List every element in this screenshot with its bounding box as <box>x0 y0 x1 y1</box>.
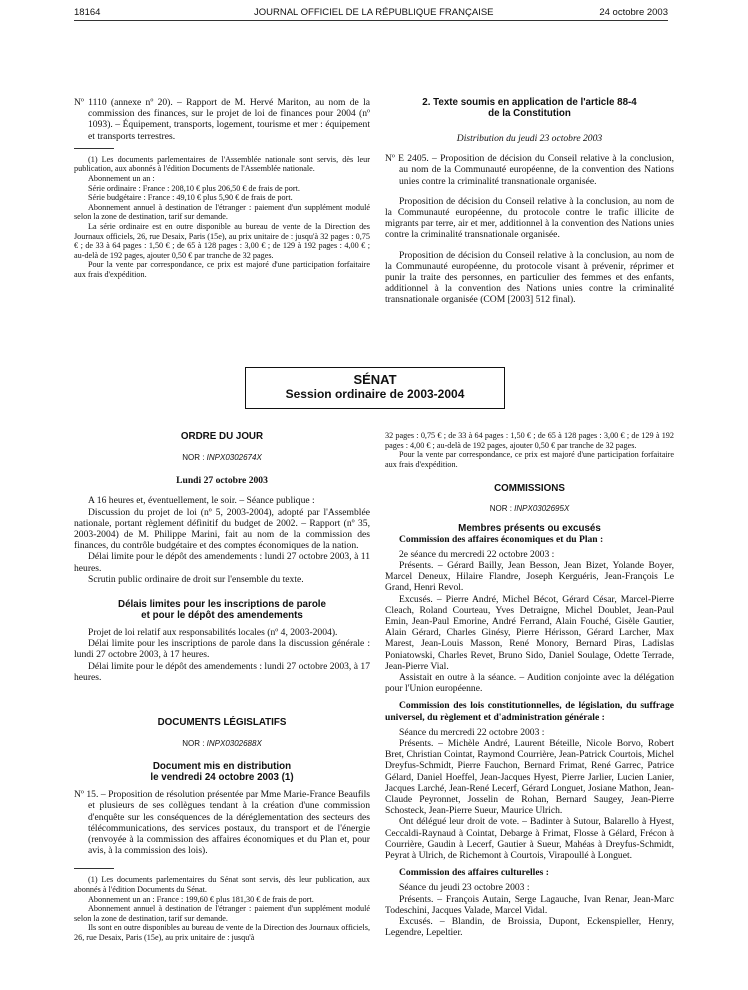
nor-label: NOR : <box>182 739 207 749</box>
article-88-4-heading: 2. Texte soumis en application de l'article 88-4 <box>422 97 637 108</box>
serie-budgetaire: Série budgétaire : France : 49,10 € plus 5,90 € de frais de port. <box>88 193 293 203</box>
header-date: 24 octobre 2003 <box>599 7 668 18</box>
nor-code: INPX0302695X <box>514 504 570 514</box>
vente-continued-text: 32 pages : 0,75 € ; de 33 à 64 pages : 1,50 € ; de 65 à 128 pages : 3,00 € ; de 129 à 192 pages : 4,00 € ; au-delà de 192 pages, ajouter 0,50 € par tranche de 32 pages. <box>385 431 674 450</box>
senat-etranger: Abonnement annuel à destination de l'étranger : paiement d'un supplément modulé selon la zone de destination, tarif sur demande. <box>74 904 370 923</box>
documents-item-15: Nº 15. – Proposition de résolution présentée par Mme Marie-France Beaufils et plusieurs de ses collègues tendant à la création d'une commission d'enquête sur les conséquences de la déréglementation des secteurs des télécommunications, des services postaux, du transport et de l'énergie (renvoyée à la commission des affaires économiques et du Plan et, pour avis, à la commission des lois). <box>74 789 370 857</box>
ordre-p1: A 16 heures et, éventuellement, le soir. – Séance publique : <box>88 495 315 507</box>
delais-p1: Projet de loi relatif aux responsabilités locales (nº 4, 2003-2004). <box>88 627 338 639</box>
nor-label: NOR : <box>489 504 515 514</box>
an-report-item: Nº 1110 (annexe nº 20). – Rapport de M. Hervé Mariton, au nom de la commission des finances, sur le projet de loi de finances pour 2004 (nº 1093). – Équipement, transports, logement, tourisme et mer : équipement et transports terrestres. <box>74 97 370 142</box>
commission-lois-presents: Présents. – Michèle André, Laurent Béteille, Nicole Borvo, Robert Bret, Christian Cointat, Raymond Courrière, Jean-Patrick Courtois, Michel Dreyfus-Schmidt, Pierre Fauchon, Bernard Frimat, René Garrec, Patrice Gélard, Daniel Hoeffel, Jean-Jacques Hyest, Pierre Jarlier, Lucien Lanier, Jacques Larché, Jean-René Lecerf, Gérard Longuet, Josiane Mathon, Jean-Claude Peyronnet, Josselin de Rohan, Bernard Saugey, Jean-Pierre Schosteck, Jean-Pierre Sueur, Maurice Ulrich. <box>385 738 674 817</box>
commission-eco-title: Commission des affaires économiques et du Plan : <box>399 533 604 545</box>
delais-p2: Délai limite pour les inscriptions de parole dans la discussion générale : lundi 27 octobre 2003, à 17 heures. <box>74 638 370 661</box>
page-header <box>0 0 748 20</box>
serie-ordinaire: Série ordinaire : France : 208,10 € plus 206,50 € de frais de port. <box>88 183 300 193</box>
commission-lois-seance: Séance du mercredi 22 octobre 2003 : <box>399 726 545 738</box>
membres-title: Membres présents ou excusés <box>458 522 601 534</box>
bottom-right-column <box>385 431 674 938</box>
ordre-p2: Discussion du projet de loi (nº 5, 2003-2004), adopté par l'Assemblée nationale, portant règlement définitif du budget de 2002. – Rapport (nº 35, 2003-2004) de M. Philippe Marini, fait au nom de la commission des finances, du contrôle budgétaire et des comptes économiques de la nation. <box>74 506 370 552</box>
footnote-1: (1) Les documents parlementaires de l'Assemblée nationale sont servis, dès leur publication, aux abonnés à l'édition Documents de l'Assemblée nationale. <box>74 154 370 174</box>
top-left-column <box>74 97 370 280</box>
ordre-p3: Délai limite pour le dépôt des amendements : lundi 27 octobre 2003, à 11 heures. <box>74 551 370 574</box>
commission-lois-title: Commission des lois constitutionnelles, de législation, du suffrage universel, du règlement et d'administration générale : <box>385 700 674 723</box>
e2405-para-2: Proposition de décision du Conseil relative à la conclusion, au nom de la Communauté européenne, du protocole contre le trafic illicite de migrants par terre, air et mer, additionnel à la convention des Nations unies contre la criminalité transnationale organisée. <box>385 195 674 241</box>
senat-title: SÉNAT <box>353 372 397 387</box>
documents-title: DOCUMENTS LÉGISLATIFS <box>157 717 287 729</box>
nor-code: INPX0302688X <box>206 739 262 749</box>
commissions-nor <box>385 503 674 514</box>
e2405-item: Nº E 2405. – Proposition de décision du Conseil relative à la conclusion, au nom de la Communauté européenne, de la convention des Nations unies contre la criminalité transnationale organisée. <box>385 153 674 187</box>
abonnement-etranger: Abonnement annuel à destination de l'étranger : paiement d'un supplément modulé selon la zone de destination, tarif sur demande. <box>74 202 370 222</box>
e2405-para-3: Proposition de décision du Conseil relative à la conclusion, au nom de la Communauté européenne, du protocole visant à prévenir, réprimer et punir la traite des personnes, en particulier des femmes et des enfants, additionnel à la convention des Nations unies contre la criminalité transnationale organisée (COM [2003] 512 final). <box>385 249 674 306</box>
senat-footnotes <box>74 875 370 942</box>
nor-code: INPX0302674X <box>206 453 262 462</box>
commission-culture-presents: Présents. – François Autain, Serge Lagauche, Ivan Renar, Jean-Marc Todeschini, Jacques Valade, Marcel Vidal. <box>385 893 674 916</box>
senat-footnote-1: (1) Les documents parlementaires du Sénat sont servis, dès leur publication, aux abonnés à l'édition Documents du Sénat. <box>74 875 370 895</box>
bottom-left-column <box>74 431 370 943</box>
ordre-date: Lundi 27 octobre 2003 <box>176 475 268 487</box>
commission-eco-presents: Présents. – Gérard Bailly, Jean Besson, Jean Bizet, Yolande Boyer, Marcel Deneux, Hilaire Flandre, Joseph Kerguéris, Jean-François Le Grand, Henri Revol. <box>385 559 674 594</box>
commission-culture-seance: Séance du jeudi 23 octobre 2003 : <box>399 882 530 894</box>
commission-eco-assistait: Assistait en outre à la séance. – Audition conjointe avec la délégation pour l'Union européenne. <box>385 672 674 695</box>
documents-nor <box>74 738 370 749</box>
senat-abonnement: Abonnement un an : France : 199,60 € plus 181,30 € de frais de port. <box>88 894 314 904</box>
ordre-p4: Scrutin public ordinaire de droit sur l'ensemble du texte. <box>88 573 304 585</box>
distribution-date: Distribution du jeudi 23 octobre 2003 <box>456 133 603 144</box>
serie-vente: La série ordinaire est en outre disponible au bureau de vente de la Direction des Journaux officiels, 26, rue Desaix, Paris (15e), au prix unitaire de : jusqu'à 32 pages : 0,75 € ; de 33 à 64 pages : 1,50 € ; de 65 à 128 pages : 3,00 € ; de 129 à 192 pages : 4,00 € ; au-delà de 192 pages, ajouter 0,50 € par tranche de 32 pages. <box>74 221 370 260</box>
delais-p3: Délai limite pour le dépôt des amendements : lundi 27 octobre 2003, à 17 heures. <box>74 660 370 683</box>
documents-sub-1: Document mis en distribution <box>152 761 292 773</box>
vente-correspondance-2: Pour la vente par correspondance, ce prix est majoré d'une participation forfaitaire aux frais d'expédition. <box>385 450 674 469</box>
commission-eco-seance: 2e séance du mercredi 22 octobre 2003 : <box>399 548 555 560</box>
vente-continued <box>385 431 674 469</box>
session-subtitle: Session ordinaire de 2003-2004 <box>285 387 465 401</box>
header-rule <box>74 20 668 21</box>
documents-sub-2: le vendredi 24 octobre 2003 (1) <box>150 772 294 784</box>
commission-eco-excuses: Excusés. – Pierre André, Michel Bécot, Gérard César, Marcel-Pierre Cleach, Roland Courteau, Yves Detraigne, Michel Doublet, Jean-Paul Emin, Jean-Paul Emorine, André Ferrand, Alain Fouché, Gisèle Gautier, Alain Gérard, Charles Ginésy, Pierre Hérisson, Gérard Larcher, Max Marest, Jean-Louis Masson, René Monory, Bernard Piras, Ladislas Poniatowski, Charles Revet, Bruno Sido, Daniel Soulage, Odette Terrade, Jean-Pierre Vial. <box>385 593 674 672</box>
commission-culture-excuses: Excusés. – Blandin, de Broissia, Dupont, Eckenspieller, Henry, Legendre, Lepeltier. <box>385 916 674 939</box>
commission-culture-title: Commission des affaires culturelles : <box>399 867 549 879</box>
nor-label: NOR : <box>182 453 207 462</box>
senat-box <box>245 367 505 409</box>
page-number: 18164 <box>74 7 101 18</box>
delais-title-2: et pour le dépôt des amendements <box>141 610 303 622</box>
delais-title-1: Délais limites pour les inscriptions de parole <box>118 599 326 611</box>
top-right-column <box>385 97 674 306</box>
ordre-nor <box>74 452 370 463</box>
abonnement-title: Abonnement un an : <box>88 174 155 183</box>
senat-vente: Ils sont en outre disponibles au bureau de vente de la Direction des Journaux officiels, 26, rue Desaix, Paris (15e), au prix unitaire de : jusqu'à <box>74 923 371 943</box>
commissions-title: COMMISSIONS <box>494 483 565 495</box>
ordre-du-jour-title: ORDRE DU JOUR <box>180 431 264 442</box>
an-footnotes <box>74 155 370 280</box>
footnote-separator <box>74 148 114 149</box>
commission-lois-delegue: Ont délégué leur droit de vote. – Badinter à Sutour, Balarello à Hyest, Ceccaldi-Raynaud à Cointat, Debarge à Frimat, Flosse à Gélard, Frécon à Courrière, Gaudin à Lecerf, Gautier à Sueur, Mahéas à Dreyfus-Schmidt, Peyrat à Ulrich, de Richemont à Courtois, Virapoullé à Longuet. <box>385 816 674 862</box>
footnote-separator-2 <box>74 868 114 869</box>
journal-title: JOURNAL OFFICIEL DE LA RÉPUBLIQUE FRANÇAISE <box>254 7 494 18</box>
vente-correspondance: Pour la vente par correspondance, ce prix est majoré d'une participation forfaitaire aux frais d'expédition. <box>74 260 370 279</box>
constitution-heading: de la Constitution <box>488 108 571 119</box>
